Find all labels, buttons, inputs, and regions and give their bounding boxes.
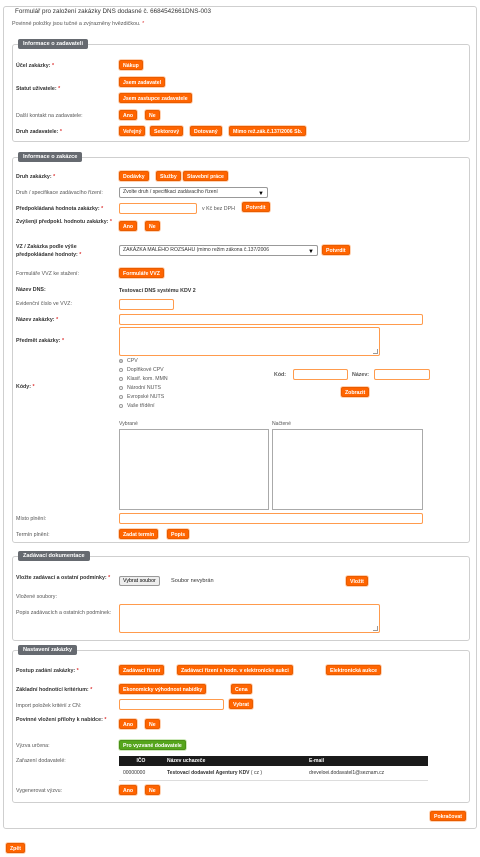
radio-vase-trideni[interactable]: Vaše třídění (119, 403, 155, 409)
spec-label: Druh / specifikace zadávacího řízení: (16, 190, 103, 196)
radio-evropske-nuts[interactable]: Evropské NUTS (119, 394, 164, 400)
dodavatele-table (119, 756, 428, 781)
zadavaci-rizeni-aukce-button[interactable]: Zadávací řízení s hodn. v elektronické aukci (177, 665, 293, 675)
zpet-button[interactable]: Zpět (6, 843, 25, 853)
nazev-small-label: Název: (352, 372, 370, 378)
dns-value: Testovací DNS systému KDV 2 (119, 288, 196, 294)
dns-label: Název DNS: (16, 287, 46, 293)
vlozit-button[interactable]: Vložit (346, 576, 368, 586)
mimo-rezim-button[interactable]: Mimo rež.zák.č.137/2006 Sb. (229, 126, 306, 136)
cell-email: dreveloei.dodavatel1@seznam.cz (305, 766, 428, 781)
druh-zadavatele-label: Druh zadavatele: * (16, 129, 62, 135)
pokracovat-button[interactable]: Pokračovat (430, 811, 466, 821)
kriterium-label: Základní hodnotící kritérium: * (16, 687, 93, 693)
evid-input[interactable] (119, 299, 174, 310)
cell-ico: 00000000 (119, 766, 163, 781)
popis-podminek-label: Popis zadávacích a ostatních podmínek: (16, 610, 112, 616)
kontakt-ano-button[interactable]: Ano (119, 110, 137, 120)
statut-label: Statut uživatele: * (16, 86, 61, 92)
jsem-zadavatel-button[interactable]: Jsem zadavatel (119, 77, 165, 87)
nactene-listbox[interactable] (272, 429, 423, 510)
kontakt-ne-button[interactable]: Ne (145, 110, 160, 120)
vygenerovat-label: Vygenerovat výzvu: (16, 788, 63, 794)
zadavaci-rizeni-button[interactable]: Zadávací řízení (119, 665, 164, 675)
vlozene-label: Vložené soubory: (16, 594, 57, 600)
chevron-down-icon: ▼ (258, 191, 264, 197)
sluzby-button[interactable]: Služby (156, 171, 181, 181)
form-legend: Formulář pro založení zakázky DNS dodasné č. 6684542661DNS-003 (12, 8, 214, 15)
ucel-label: Účel zakázky: * (16, 63, 54, 69)
hodnota-label: Předpokládaná hodnota zakázky: * (16, 206, 104, 212)
popis-podminek-textarea[interactable] (119, 604, 380, 633)
formulare-vvz-button[interactable]: Formuláře VVZ (119, 268, 164, 278)
kody-label: Kódy: * (16, 384, 35, 390)
vlozte-label: Vložte zadávací a ostatní podmínky: * (16, 575, 111, 581)
misto-label: Místo plnění: (16, 516, 47, 522)
formular-label: Formuláře VVZ ke stažení: (16, 271, 79, 277)
radio-narodni-nuts[interactable]: Národní NUTS (119, 385, 161, 391)
cell-nazev: Testovací dodavatel Agentury KDV ( cz ) (163, 766, 305, 781)
required-note: Povinné položky jsou tučné a zvýrazněny hvězdičkou. * (12, 21, 145, 27)
cena-button[interactable]: Cena (231, 684, 252, 694)
section-title: Nastavení zakázky (18, 645, 77, 655)
file-status: Soubor nevybrán (171, 578, 214, 584)
zvysena-ano-button[interactable]: Ano (119, 221, 137, 231)
druh-zakazky-label: Druh zakázky: * (16, 174, 56, 180)
misto-input[interactable] (119, 513, 423, 524)
col-email: E-mail (305, 756, 428, 766)
kontakt-label: Další kontakt na zadavatele: (16, 113, 83, 119)
vygenerovat-ne-button[interactable]: Ne (145, 785, 160, 795)
dodavky-button[interactable]: Dodávky (119, 171, 149, 181)
col-nazev: Název uchazeče (163, 756, 305, 766)
vygenerovat-ano-button[interactable]: Ano (119, 785, 137, 795)
prilohy-ano-button[interactable]: Ano (119, 719, 137, 729)
nazev-zakazky-label: Název zakázky: * (16, 317, 59, 323)
dotovany-button[interactable]: Dotovaný (190, 126, 222, 136)
termin-label: Termín plnění: (16, 532, 50, 538)
vybrat-soubor-button[interactable]: Vybrat soubor (119, 576, 160, 586)
import-label: Import položek kritérií z CN: (16, 703, 82, 709)
kod-input[interactable] (293, 369, 348, 380)
resize-handle[interactable] (373, 349, 378, 354)
col-ico: IČO (119, 756, 163, 766)
evid-label: Evidenční číslo ve VVZ: (16, 301, 72, 307)
ekonomicka-vyhodnost-button[interactable]: Ekonomicky výhodnost nabídky (119, 684, 206, 694)
radio-klasif[interactable]: Klasif. kom. MMN (119, 376, 168, 382)
predmet-textarea[interactable] (119, 327, 380, 356)
vz-select[interactable]: ZAKÁZKA MALÉHO ROZSAHU (mimo režim zákona č.137/2006 ▼ (119, 245, 318, 256)
predmet-label: Předmět zakázky: * (16, 338, 65, 344)
table-row[interactable] (119, 766, 428, 781)
nazev-small-input[interactable] (374, 369, 430, 380)
prilohy-label: Povinné vložení přílohy k nabídce: * (16, 717, 107, 723)
potvrdit-hodnota-button[interactable]: Potvrdit (242, 202, 270, 212)
section-title: Informace o zadavateli (18, 39, 88, 49)
vybrane-label: Vybrané (119, 421, 138, 427)
section-title: Informace o zakázce (18, 152, 82, 162)
zvysena-ne-button[interactable]: Ne (145, 221, 160, 231)
verejny-button[interactable]: Veřejný (119, 126, 145, 136)
vyzva-label: Výzva určena: (16, 743, 50, 749)
zvysena-label: Zvýšenjí předpokl. hodnotu zakázky: * (16, 219, 112, 225)
elektronicka-aukce-button[interactable]: Elektronická aukce (326, 665, 381, 675)
resize-handle[interactable] (373, 626, 378, 631)
hodnota-unit: v Kč bez DPH (202, 206, 235, 212)
radio-doplnkove-cpv[interactable]: Doplňkové CPV (119, 367, 164, 373)
potvrdit-vz-button[interactable]: Potvrdit (322, 245, 350, 255)
vybrane-listbox[interactable] (119, 429, 269, 510)
zadavaci-dodavatele-label: Zařazení dodavatelé: (16, 758, 66, 764)
zadat-termin-button[interactable]: Zadat termín (119, 529, 158, 539)
postup-label: Postup zadání zakázky: * (16, 668, 79, 674)
kod-label: Kód: (274, 372, 287, 378)
import-input[interactable] (119, 699, 224, 710)
nazev-zakazky-input[interactable] (119, 314, 423, 325)
vz-label: VZ / Zakázka podle výše předpokládané hodnoty: * (16, 244, 82, 258)
section-title: Zadávací dokumentace (18, 551, 90, 561)
stavebni-prace-button[interactable]: Stavební práce (183, 171, 228, 181)
spec-select[interactable]: Zvolte druh / specifikaci zadávacího řízení ▼ (119, 187, 268, 198)
sektorovy-button[interactable]: Sektorový (150, 126, 183, 136)
chevron-down-icon: ▼ (308, 249, 314, 255)
vybrat-button[interactable]: Vybrat (229, 699, 253, 709)
hodnota-input[interactable] (119, 203, 197, 214)
radio-cpv[interactable]: CPV (119, 358, 138, 364)
popis-button[interactable]: Popis (167, 529, 189, 539)
prilohy-ne-button[interactable]: Ne (145, 719, 160, 729)
jsem-zastupce-button[interactable]: Jsem zastupce zadavatele (119, 93, 192, 103)
nactene-label: Načtené (272, 421, 291, 427)
nakup-button[interactable]: Nákup (119, 60, 143, 70)
zobrazit-button[interactable]: Zobrazit (341, 387, 369, 397)
pro-vyzvane-button[interactable]: Pro vyzvané dodavatele (119, 740, 186, 750)
